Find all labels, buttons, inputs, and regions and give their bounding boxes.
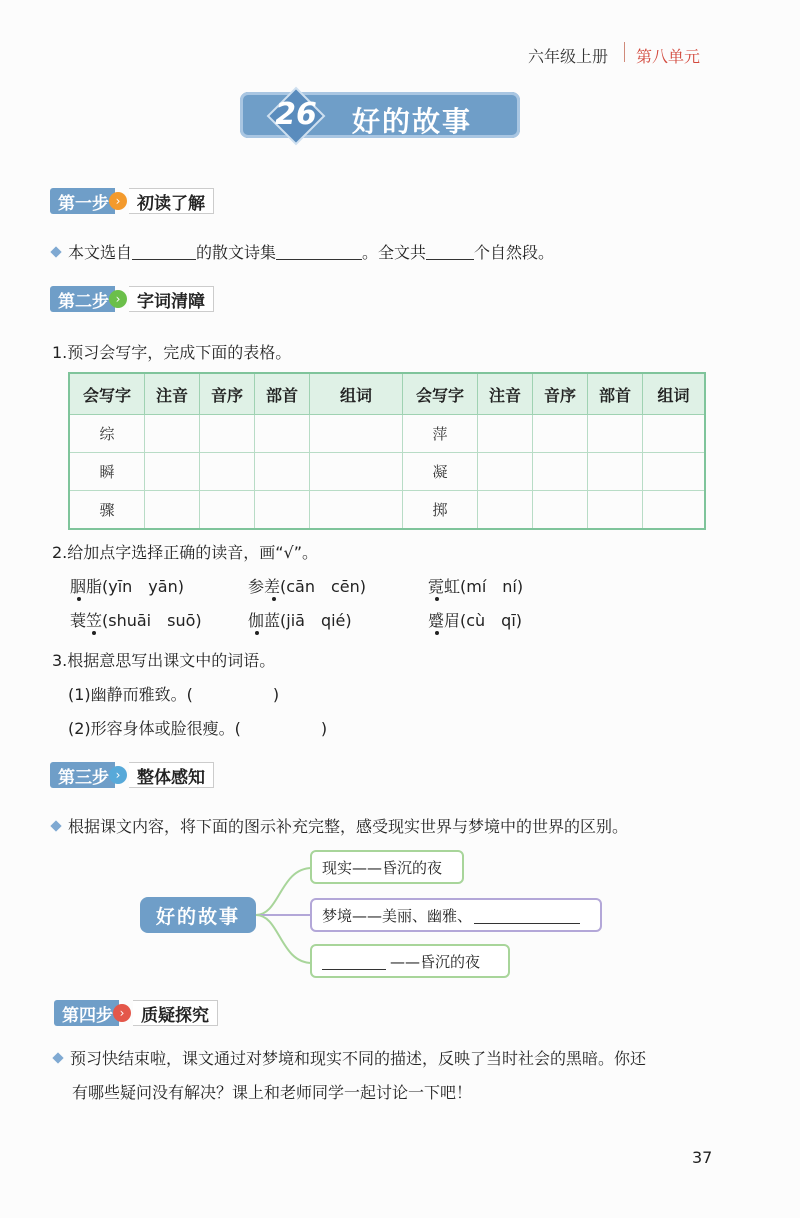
char-cell: 萍 <box>403 415 478 453</box>
step4-line1: 预习快结束啦，课文通过对梦境和现实不同的描述，反映了当时社会的黑暗。你还 <box>54 1046 646 1069</box>
step3-header <box>50 762 214 788</box>
answer-cell[interactable] <box>478 453 533 491</box>
step1-tag: 第一步 <box>50 188 115 214</box>
emphasis-dot <box>272 597 276 601</box>
blank-author[interactable] <box>132 243 196 260</box>
char-cell: 掷 <box>403 491 478 530</box>
answer-cell[interactable] <box>255 453 310 491</box>
answer-cell[interactable] <box>310 415 403 453</box>
th-words: 组词 <box>643 373 706 415</box>
char-cell: 综 <box>69 415 145 453</box>
answer-cell[interactable] <box>478 415 533 453</box>
answer-cell[interactable] <box>255 415 310 453</box>
th-pinyin: 注音 <box>478 373 533 415</box>
answer-cell[interactable] <box>643 415 706 453</box>
answer-cell[interactable] <box>588 491 643 530</box>
unit-label: 第八单元 <box>636 47 701 66</box>
step4-header <box>54 1000 218 1026</box>
answer-cell[interactable] <box>588 415 643 453</box>
answer-cell[interactable] <box>533 491 588 530</box>
pinyin-option[interactable]: 胭脂(yīn yān) <box>70 577 184 596</box>
step3-question: 根据课文内容，将下面的图示补充完整，感受现实世界与梦境中的世界的区别。 <box>52 814 628 837</box>
grade-label: 六年级上册 <box>528 47 609 66</box>
step3-name: 整体感知 <box>129 762 214 788</box>
mind-map-dream: 梦境——美丽、幽雅、 <box>310 898 602 932</box>
th-pinyin: 注音 <box>145 373 200 415</box>
lesson-title: 好的故事 <box>352 105 473 138</box>
step3-tag: 第三步 <box>50 762 115 788</box>
answer-cell[interactable] <box>588 453 643 491</box>
th-order: 音序 <box>200 373 255 415</box>
char-cell: 凝 <box>403 453 478 491</box>
diamond-bullet-icon <box>50 246 61 257</box>
step1-header <box>50 188 214 214</box>
emphasis-dot <box>255 631 259 635</box>
table-header-row <box>69 373 705 415</box>
blank-collection[interactable] <box>276 243 362 260</box>
question-3: 3.根据意思写出课文中的词语。 <box>52 651 276 670</box>
step4-tag: 第四步 <box>54 1000 119 1026</box>
step1-name: 初读了解 <box>129 188 214 214</box>
arrow-icon: › <box>109 192 127 210</box>
answer-cell[interactable] <box>255 491 310 530</box>
answer-cell[interactable] <box>533 415 588 453</box>
arrow-icon: › <box>113 1004 131 1022</box>
emphasis-dot <box>435 597 439 601</box>
pinyin-option[interactable]: 伽蓝(jiā qié) <box>248 611 352 630</box>
blank-dream[interactable] <box>474 907 580 924</box>
emphasis-dot <box>435 631 439 635</box>
answer-cell[interactable] <box>200 491 255 530</box>
emphasis-dot <box>77 597 81 601</box>
answer-cell[interactable] <box>145 491 200 530</box>
blank-paragraph-count[interactable] <box>426 243 474 260</box>
answer-cell[interactable] <box>643 453 706 491</box>
answer-cell[interactable] <box>533 453 588 491</box>
step2-header <box>50 286 214 312</box>
page-number: 37 <box>692 1148 713 1167</box>
lesson-number: 26 <box>275 97 317 132</box>
answer-cell[interactable] <box>200 453 255 491</box>
pinyin-option[interactable]: 蹙眉(cù qī) <box>428 611 523 630</box>
question-2: 2.给加点字选择正确的读音，画“√”。 <box>52 543 319 562</box>
mind-map-center: 好的故事 <box>140 897 256 933</box>
answer-cell[interactable] <box>643 491 706 530</box>
arrow-icon: › <box>109 290 127 308</box>
blank-reality[interactable] <box>322 953 386 970</box>
answer-cell[interactable] <box>145 453 200 491</box>
th-order: 音序 <box>533 373 588 415</box>
emphasis-dot <box>92 631 96 635</box>
table-row <box>69 415 705 453</box>
mind-map-night: ——昏沉的夜 <box>310 944 510 978</box>
answer-cell[interactable] <box>478 491 533 530</box>
step2-tag: 第二步 <box>50 286 115 312</box>
answer-cell[interactable] <box>310 491 403 530</box>
question-3-1: (1)幽静而雅致。( ) <box>68 685 280 704</box>
th-radical: 部首 <box>255 373 310 415</box>
diamond-bullet-icon <box>52 1052 63 1063</box>
question-3-2: (2)形容身体或脸很瘦。( ) <box>68 719 328 738</box>
th-radical: 部首 <box>588 373 643 415</box>
step2-name: 字词清障 <box>129 286 214 312</box>
answer-cell[interactable] <box>145 415 200 453</box>
table-row <box>69 453 705 491</box>
character-table <box>68 372 706 530</box>
table-row <box>69 491 705 530</box>
header-divider <box>624 42 625 62</box>
pinyin-option[interactable]: 霓虹(mí ní) <box>428 577 524 596</box>
arrow-icon: › <box>109 766 127 784</box>
diamond-bullet-icon <box>50 820 61 831</box>
step1-question: 本文选自 的散文诗集 。全文共 个自然段。 <box>52 240 554 263</box>
step4-line2: 有哪些疑问没有解决？课上和老师同学一起讨论一下吧！ <box>72 1083 473 1102</box>
answer-cell[interactable] <box>310 453 403 491</box>
th-char: 会写字 <box>403 373 478 415</box>
step4-name: 质疑探究 <box>133 1000 218 1026</box>
th-char: 会写字 <box>69 373 145 415</box>
th-words: 组词 <box>310 373 403 415</box>
pinyin-option[interactable]: 蓑笠(shuāi suō) <box>70 611 202 630</box>
mind-map-reality: 现实——昏沉的夜 <box>310 850 464 884</box>
char-cell: 瞬 <box>69 453 145 491</box>
question-1: 1.预习会写字，完成下面的表格。 <box>52 343 292 362</box>
pinyin-option[interactable]: 参差(cān cēn) <box>248 577 367 596</box>
answer-cell[interactable] <box>200 415 255 453</box>
char-cell: 骤 <box>69 491 145 530</box>
